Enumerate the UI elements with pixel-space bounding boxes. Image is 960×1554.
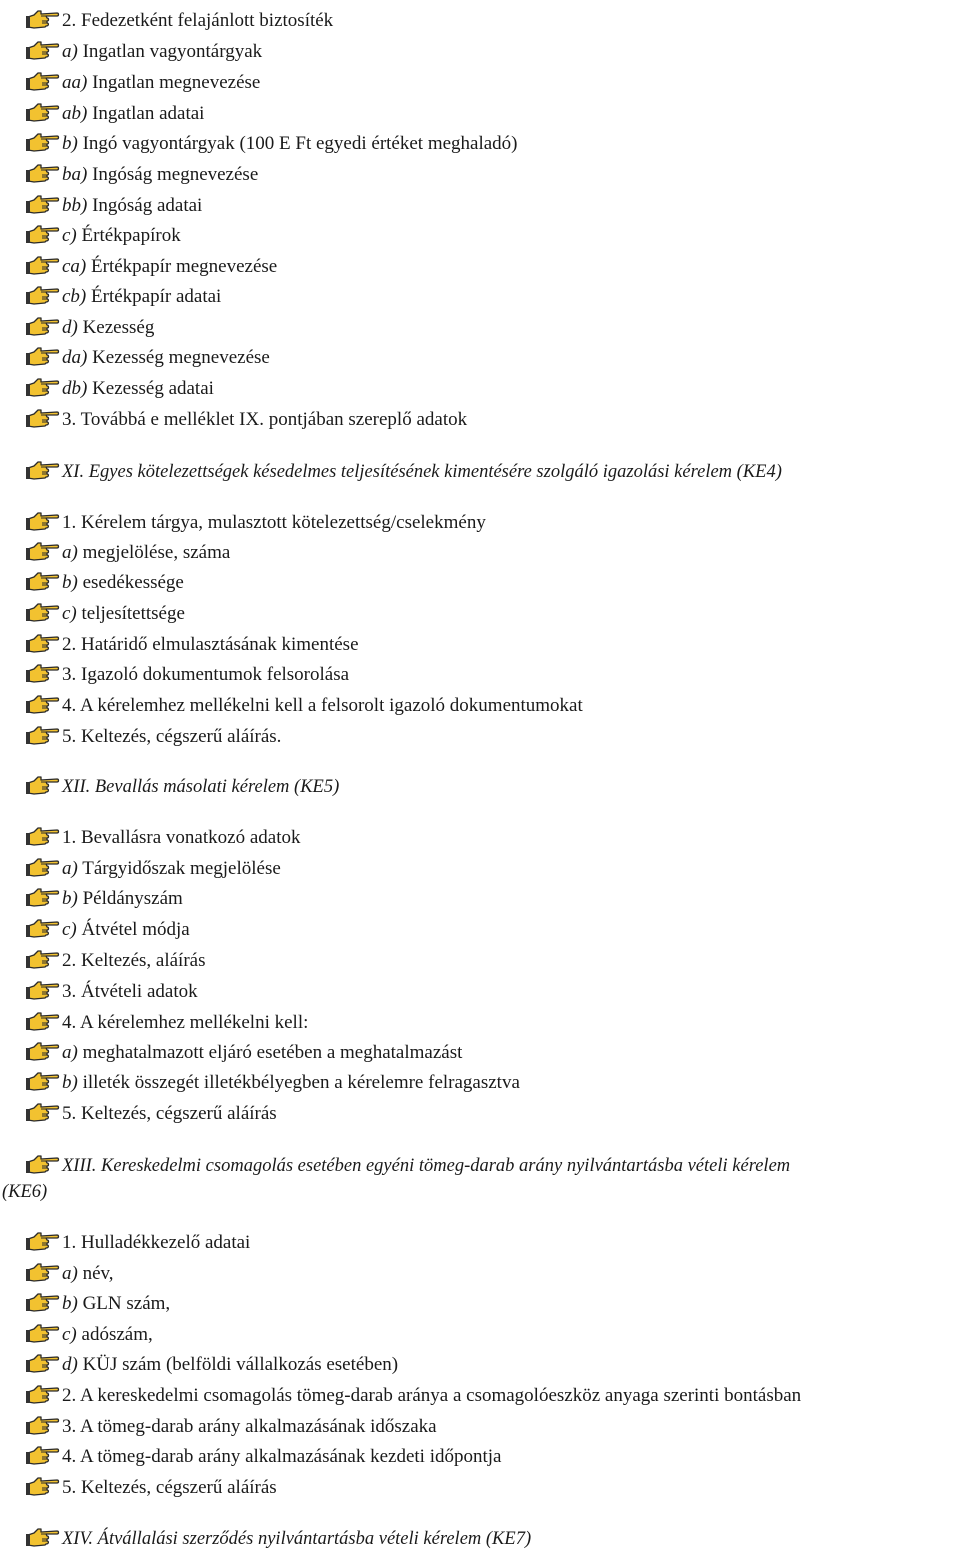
list-item: 3. A tömeg-darab arány alkalmazásának időszaka <box>0 1412 960 1442</box>
pointing-hand-icon <box>26 1010 60 1032</box>
list-item: da) Kezesség megnevezése <box>0 343 960 373</box>
pointing-hand-icon <box>26 162 60 184</box>
list-item: 4. A kérelemhez mellékelni kell: <box>0 1008 960 1038</box>
pointing-hand-icon <box>26 1153 60 1175</box>
list-item: c) teljesítettsége <box>0 599 960 629</box>
pointing-hand-icon <box>26 1261 60 1283</box>
list-item: 2. Fedezetként felajánlott biztosíték <box>0 6 960 36</box>
list-item: 1. Kérelem tárgya, mulasztott kötelezettség/cselekmény <box>0 508 960 538</box>
pointing-hand-icon <box>26 825 60 847</box>
section-heading: XIII. Kereskedelmi csomagolás esetében egyéni tömeg-darab arány nyilvántartásba vételi kérelem (KE6) <box>0 1151 960 1207</box>
list-item: b) Példányszám <box>0 884 960 914</box>
list-item: b) esedékessége <box>0 568 960 598</box>
list-item: b) GLN szám, <box>0 1289 960 1319</box>
pointing-hand-icon <box>26 856 60 878</box>
list-item: a) meghatalmazott eljáró esetében a meghatalmazást <box>0 1038 960 1068</box>
pointing-hand-icon <box>26 193 60 215</box>
pointing-hand-icon <box>26 570 60 592</box>
list-item: a) Ingatlan vagyontárgyak <box>0 37 960 67</box>
pointing-hand-icon <box>26 223 60 245</box>
section-heading: XI. Egyes kötelezettségek késedelmes teljesítésének kimentésére szolgáló igazolási kérelem (KE4) <box>0 457 960 487</box>
pointing-hand-icon <box>26 1040 60 1062</box>
pointing-hand-icon <box>26 1526 60 1548</box>
list-item: 5. Keltezés, cégszerű aláírás. <box>0 722 960 752</box>
pointing-hand-icon <box>26 662 60 684</box>
list-item: 5. Keltezés, cégszerű aláírás <box>0 1473 960 1503</box>
list-item: a) név, <box>0 1259 960 1289</box>
list-item: 5. Keltezés, cégszerű aláírás <box>0 1099 960 1129</box>
pointing-hand-icon <box>26 693 60 715</box>
pointing-hand-icon <box>26 774 60 796</box>
list-item: aa) Ingatlan megnevezése <box>0 68 960 98</box>
list-item: 2. Keltezés, aláírás <box>0 946 960 976</box>
pointing-hand-icon <box>26 407 60 429</box>
list-item: d) Kezesség <box>0 313 960 343</box>
list-item: 3. Átvételi adatok <box>0 977 960 1007</box>
list-item: ca) Értékpapír megnevezése <box>0 252 960 282</box>
pointing-hand-icon <box>26 1444 60 1466</box>
list-item: b) Ingó vagyontárgyak (100 E Ft egyedi értéket meghaladó) <box>0 129 960 159</box>
pointing-hand-icon <box>26 540 60 562</box>
pointing-hand-icon <box>26 601 60 623</box>
pointing-hand-icon <box>26 254 60 276</box>
pointing-hand-icon <box>26 315 60 337</box>
list-item: 1. Bevallásra vonatkozó adatok <box>0 823 960 853</box>
list-item: 3. Igazoló dokumentumok felsorolása <box>0 660 960 690</box>
list-item: ba) Ingóság megnevezése <box>0 160 960 190</box>
pointing-hand-icon <box>26 101 60 123</box>
list-item: b) illeték összegét illetékbélyegben a kérelemre felragasztva <box>0 1068 960 1098</box>
pointing-hand-icon <box>26 979 60 1001</box>
pointing-hand-icon <box>26 1383 60 1405</box>
list-item: a) Tárgyidőszak megjelölése <box>0 854 960 884</box>
pointing-hand-icon <box>26 510 60 532</box>
list-item: cb) Értékpapír adatai <box>0 282 960 312</box>
list-item: db) Kezesség adatai <box>0 374 960 404</box>
list-item: 2. Határidő elmulasztásának kimentése <box>0 630 960 660</box>
list-item: c) Átvétel módja <box>0 915 960 945</box>
list-item: bb) Ingóság adatai <box>0 191 960 221</box>
pointing-hand-icon <box>26 8 60 30</box>
pointing-hand-icon <box>26 70 60 92</box>
pointing-hand-icon <box>26 376 60 398</box>
pointing-hand-icon <box>26 917 60 939</box>
pointing-hand-icon <box>26 345 60 367</box>
list-item: 1. Hulladékkezelő adatai <box>0 1228 960 1258</box>
pointing-hand-icon <box>26 1475 60 1497</box>
list-item: 4. A tömeg-darab arány alkalmazásának kezdeti időpontja <box>0 1442 960 1472</box>
pointing-hand-icon <box>26 724 60 746</box>
pointing-hand-icon <box>26 948 60 970</box>
pointing-hand-icon <box>26 1101 60 1123</box>
pointing-hand-icon <box>26 131 60 153</box>
list-item: 4. A kérelemhez mellékelni kell a felsorolt igazoló dokumentumokat <box>0 691 960 721</box>
list-item: ab) Ingatlan adatai <box>0 99 960 129</box>
pointing-hand-icon <box>26 632 60 654</box>
pointing-hand-icon <box>26 886 60 908</box>
list-item: d) KÜJ szám (belföldi vállalkozás esetében) <box>0 1350 960 1380</box>
section-heading: XIV. Átvállalási szerződés nyilvántartásba vételi kérelem (KE7) <box>0 1524 960 1554</box>
list-item: c) adószám, <box>0 1320 960 1350</box>
pointing-hand-icon <box>26 1414 60 1436</box>
list-item: 2. A kereskedelmi csomagolás tömeg-darab aránya a csomagolóeszköz anyaga szerinti bontásban <box>0 1381 960 1411</box>
pointing-hand-icon <box>26 1230 60 1252</box>
pointing-hand-icon <box>26 1322 60 1344</box>
pointing-hand-icon <box>26 459 60 481</box>
pointing-hand-icon <box>26 39 60 61</box>
pointing-hand-icon <box>26 1291 60 1313</box>
list-item: 3. Továbbá e melléklet IX. pontjában szereplő adatok <box>0 405 960 435</box>
list-item: a) megjelölése, száma <box>0 538 960 568</box>
section-heading: XII. Bevallás másolati kérelem (KE5) <box>0 772 960 802</box>
pointing-hand-icon <box>26 1070 60 1092</box>
pointing-hand-icon <box>26 1352 60 1374</box>
list-item: c) Értékpapírok <box>0 221 960 251</box>
pointing-hand-icon <box>26 284 60 306</box>
